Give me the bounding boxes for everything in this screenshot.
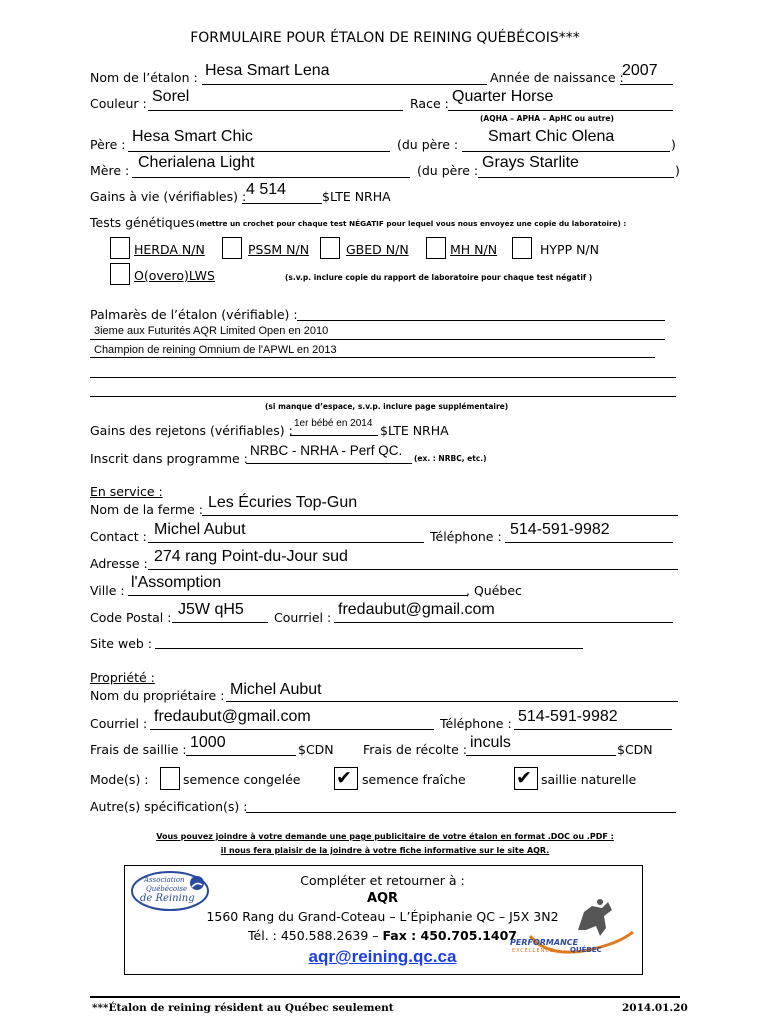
recolte-fee-label: Frais de récolte : — [363, 742, 467, 757]
earnings-unit: $LTE NRHA — [322, 189, 391, 204]
address-field[interactable]: 274 rang Point-du-Jour sud — [154, 548, 348, 565]
contact-field[interactable]: Michel Aubut — [154, 521, 246, 538]
gbed-label: GBED N/N — [346, 242, 409, 257]
performance-quebec-logo — [508, 888, 636, 964]
sire-of-label: (du père : — [397, 137, 459, 152]
contact-email-link[interactable]: aqr@reining.qc.ca — [308, 947, 457, 966]
fresh-semen-checkbox[interactable] — [334, 767, 358, 790]
birth-year-field[interactable]: 2007 — [622, 62, 658, 79]
natural-breeding-label: saillie naturelle — [541, 772, 637, 787]
owner-name-field[interactable]: Michel Aubut — [230, 681, 322, 698]
contact-line-1: Compléter et retourner à : — [300, 873, 465, 888]
saillie-fee-field[interactable]: 1000 — [190, 734, 226, 751]
offspring-earnings-field[interactable]: 1er bébé en 2014 — [294, 418, 373, 429]
hypp-checkbox[interactable] — [512, 237, 532, 259]
herda-checkbox[interactable] — [110, 237, 130, 259]
record-label: Palmarès de l’étalon (vérifiable) : — [90, 307, 298, 322]
owner-heading: Propriété : — [90, 670, 155, 685]
contact-label: Contact : — [90, 529, 147, 544]
earnings-field[interactable]: 4 514 — [246, 181, 287, 198]
check-mark-icon: ✔ — [516, 767, 532, 789]
lws-checkbox[interactable] — [110, 263, 130, 285]
race-note: (AQHA – APHA – ApHC ou autre) — [480, 114, 614, 123]
service-heading: En service : — [90, 484, 163, 499]
dam-of-field[interactable]: Grays Starlite — [482, 154, 579, 171]
contact-tel: Tél. : 450.588.2639 – — [248, 928, 383, 943]
dam-field[interactable]: Cherialena Light — [138, 154, 255, 171]
frozen-semen-label: semence congelée — [183, 772, 301, 787]
record-line-1[interactable]: 3ieme aux Futurités AQR Limited Open en 2010 — [94, 325, 329, 337]
color-label: Couleur : — [90, 96, 147, 111]
footer-note: ***Étalon de reining résident au Québec seulement — [92, 1002, 394, 1014]
footer-date: 2014.01.20 — [622, 1002, 688, 1014]
saillie-fee-label: Frais de saillie : — [90, 742, 187, 757]
lws-label: O(overo)LWS — [134, 268, 215, 283]
recolte-fee-field[interactable]: inculs — [470, 734, 511, 751]
logo-right-line-1: PERFORMANCE — [510, 938, 579, 947]
logo-left-line-2: Québécoise — [146, 885, 188, 893]
program-label: Inscrit dans programme : — [90, 451, 248, 466]
space-note: (si manque d’espace, s.v.p. inclure page supplémentaire) — [265, 402, 509, 411]
gbed-checkbox[interactable] — [320, 237, 340, 259]
website-label: Site web : — [90, 636, 153, 651]
frozen-semen-checkbox[interactable] — [160, 767, 180, 790]
other-spec-label: Autre(s) spécification(s) : — [90, 799, 248, 814]
address-label: Adresse : — [90, 556, 148, 571]
sire-of-field[interactable]: Smart Chic Olena — [488, 128, 615, 145]
notice-line-2: il nous fera plaisir de la joindre à votre fiche informative sur le site AQR. — [220, 846, 550, 855]
service-email-label: Courriel : — [274, 610, 332, 625]
city-label: Ville : — [90, 583, 125, 598]
sire-field[interactable]: Hesa Smart Chic — [132, 128, 253, 145]
notice-line-1: Vous pouvez joindre à votre demande une page publicitaire de votre étalon en format .DOC ou .PDF : — [156, 832, 614, 841]
service-phone-field[interactable]: 514-591-9982 — [510, 521, 610, 538]
service-phone-label: Téléphone : — [430, 529, 502, 544]
check-mark-icon: ✔ — [336, 767, 352, 789]
program-field[interactable]: NRBC - NRHA - Perf QC. — [250, 443, 403, 458]
other-spec-field[interactable] — [246, 796, 676, 812]
logo-right-line-2: EXCELLENCE — [512, 948, 554, 954]
owner-phone-label: Téléphone : — [440, 716, 512, 731]
dam-label: Mère : — [90, 163, 130, 178]
pssm-checkbox[interactable] — [222, 237, 242, 259]
farm-field[interactable]: Les Écuries Top-Gun — [208, 494, 358, 511]
website-field[interactable] — [155, 632, 583, 648]
genetics-note: (mettre un crochet pour chaque test NÉGATIF pour lequel vous nous envoyez une copie du laboratoire) : — [196, 219, 627, 228]
logo-right-line-3: QUÉBEC — [570, 946, 602, 954]
stallion-name-field[interactable]: Hesa Smart Lena — [205, 62, 330, 79]
owner-phone-field[interactable]: 514-591-9982 — [518, 708, 618, 725]
pssm-label: PSSM N/N — [248, 242, 310, 257]
owner-email-field[interactable]: fredaubut@gmail.com — [154, 708, 311, 725]
service-email-field[interactable]: fredaubut@gmail.com — [338, 601, 495, 618]
mh-label: MH N/N — [450, 242, 498, 257]
offspring-earnings-label: Gains des rejetons (vérifiables) : — [90, 423, 293, 438]
close-paren: ) — [675, 163, 680, 178]
province-label: , Québec — [466, 583, 522, 598]
offspring-earnings-unit: $LTE NRHA — [380, 423, 449, 438]
farm-label: Nom de la ferme : — [90, 502, 203, 517]
natural-breeding-checkbox[interactable] — [514, 767, 538, 790]
birth-year-label: Année de naissance : — [490, 70, 624, 85]
footer-rule — [90, 996, 680, 998]
postal-label: Code Postal : — [90, 610, 172, 625]
sire-label: Père : — [90, 137, 126, 152]
earnings-label: Gains à vie (vérifiables) : — [90, 189, 247, 204]
herda-label: HERDA N/N — [134, 242, 205, 257]
dam-of-label: (du père : — [417, 163, 479, 178]
fresh-semen-label: semence fraîche — [362, 772, 466, 787]
stallion-name-label: Nom de l’étalon : — [90, 70, 198, 85]
city-field[interactable]: l'Assomption — [131, 574, 222, 591]
contact-address: 1560 Rang du Grand-Coteau – L’Épiphanie QC – J5X 3N2 — [206, 909, 559, 924]
logo-left-line-3: de Reining — [140, 893, 195, 904]
close-paren: ) — [671, 137, 676, 152]
owner-name-label: Nom du propriétaire : — [90, 688, 225, 703]
saillie-currency: $CDN — [298, 742, 334, 757]
mh-checkbox[interactable] — [426, 237, 446, 259]
postal-field[interactable]: J5W qH5 — [178, 601, 244, 618]
page-title: FORMULAIRE POUR ÉTALON DE REINING QUÉBÉCOIS*** — [190, 30, 580, 46]
owner-email-label: Courriel : — [90, 716, 148, 731]
race-label: Race : — [410, 96, 449, 111]
recolte-currency: $CDN — [617, 742, 653, 757]
record-line-2[interactable]: Champion de reining Omnium de l'APWL en 2013 — [94, 344, 337, 356]
contact-org: AQR — [366, 891, 399, 906]
race-field[interactable]: Quarter Horse — [452, 88, 554, 105]
contact-fax: Fax : 450.705.1407 — [382, 928, 517, 943]
lab-copy-note: (s.v.p. inclure copie du rapport de laboratoire pour chaque test négatif ) — [285, 273, 593, 282]
logo-left-line-1: Association — [144, 876, 185, 884]
modes-label: Mode(s) : — [90, 772, 149, 787]
hypp-label: HYPP N/N — [540, 242, 599, 257]
program-note: (ex. : NRBC, etc.) — [414, 454, 487, 463]
genetics-label: Tests génétiques — [90, 215, 195, 230]
color-field[interactable]: Sorel — [152, 88, 190, 105]
